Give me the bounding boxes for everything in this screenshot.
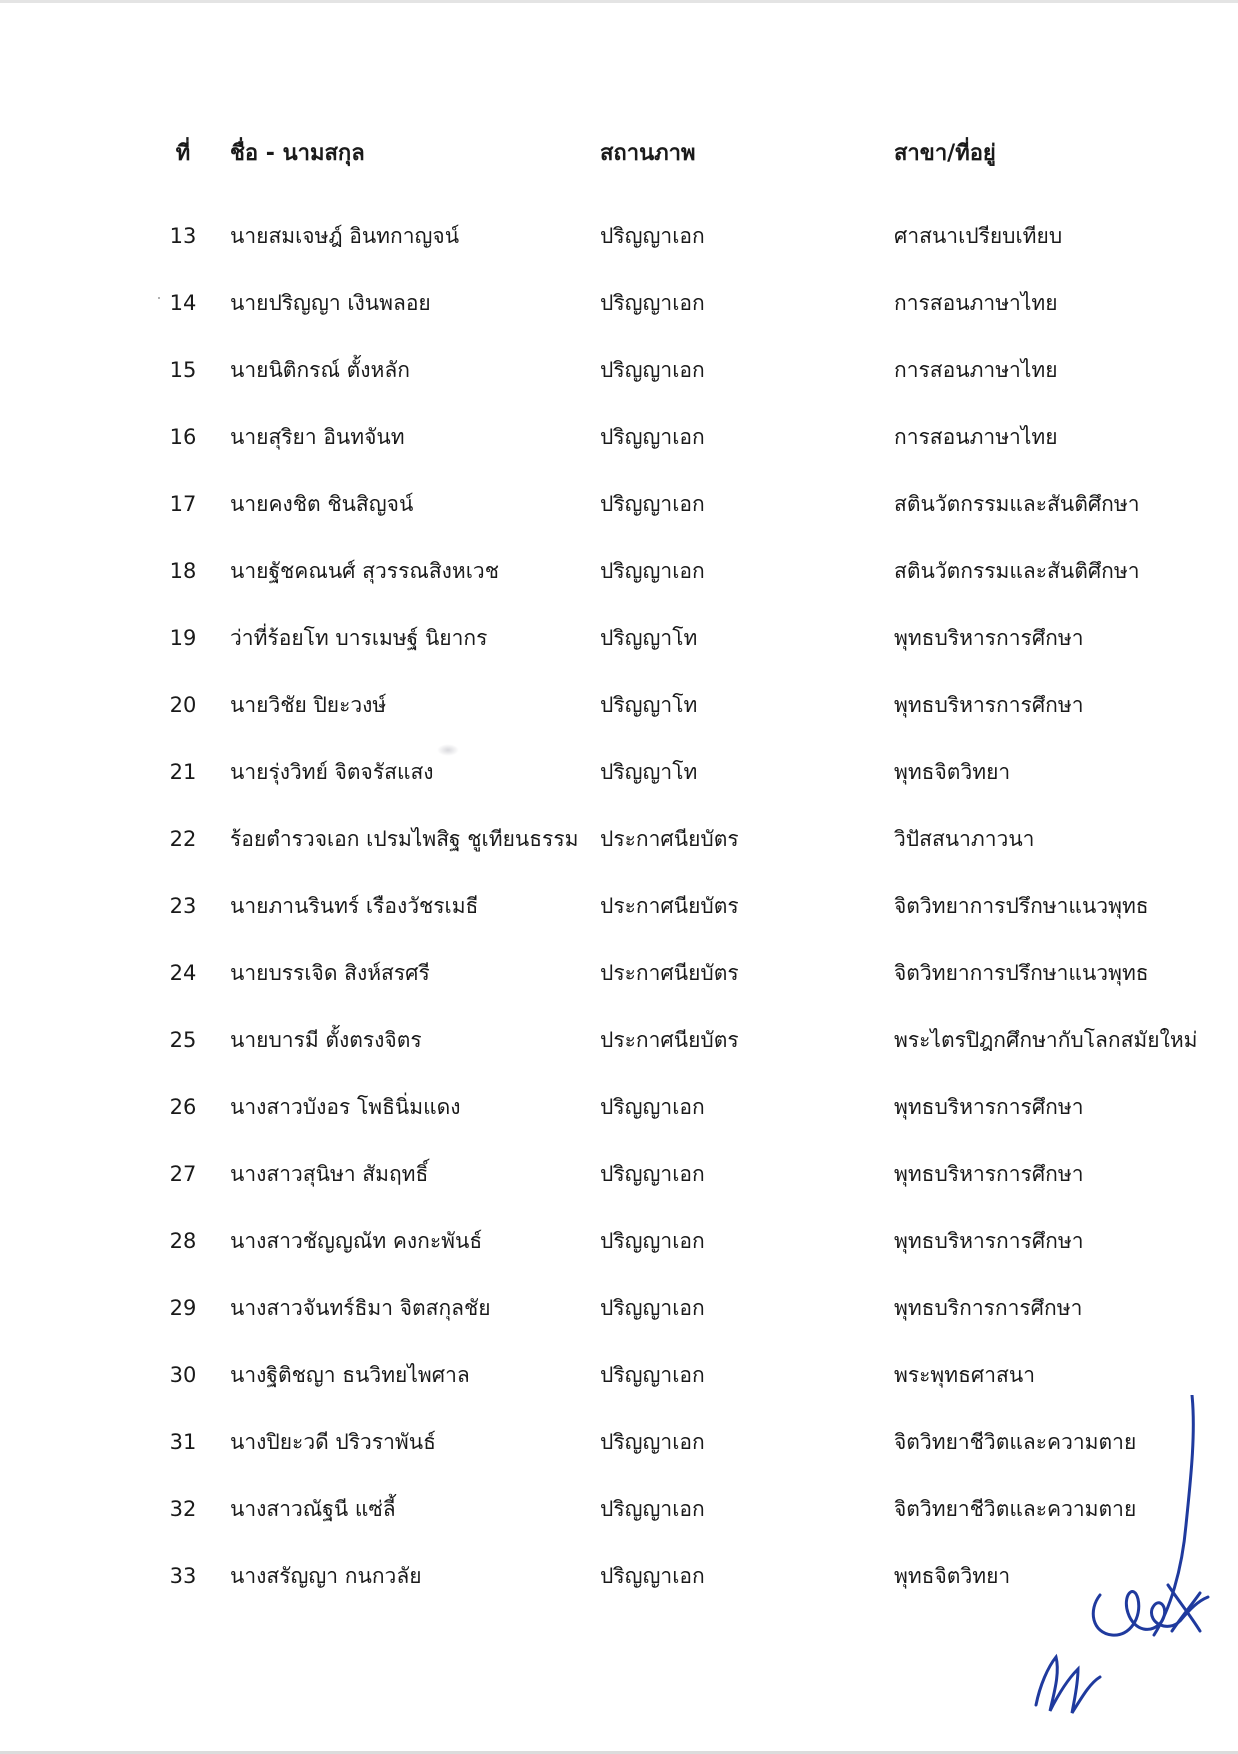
row-status: ปริญญาเอก xyxy=(600,1363,705,1387)
row-name: นายสุริยา อินทจันท xyxy=(230,425,405,449)
table-row xyxy=(0,417,1238,457)
row-branch: การสอนภาษาไทย xyxy=(894,358,1058,382)
row-branch: การสอนภาษาไทย xyxy=(894,291,1058,315)
table-row xyxy=(0,819,1238,859)
row-number: 13 xyxy=(169,224,197,248)
row-branch: พุทธบริหารการศึกษา xyxy=(894,693,1084,717)
row-branch: การสอนภาษาไทย xyxy=(894,425,1058,449)
row-branch: พุทธบริหารการศึกษา xyxy=(894,1095,1084,1119)
row-number: 20 xyxy=(169,693,197,717)
row-number: 15 xyxy=(169,358,197,382)
row-name: นางปิยะวดี ปริวราพันธ์ xyxy=(230,1430,436,1454)
row-name: นางสาวจันทร์ธิมา จิตสกุลชัย xyxy=(230,1296,491,1320)
table-row xyxy=(0,1221,1238,1261)
row-name: นางสาวสุนิษา สัมฤทธิ์ xyxy=(230,1162,429,1186)
row-branch: พุทธจิตวิทยา xyxy=(894,1564,1011,1588)
row-number: 21 xyxy=(169,760,197,784)
row-number: 26 xyxy=(169,1095,197,1119)
row-branch: พุทธจิตวิทยา xyxy=(894,760,1011,784)
row-status: ปริญญาเอก xyxy=(600,492,705,516)
row-name: นายภานรินทร์ เรืองวัชรเมธี xyxy=(230,894,479,918)
row-branch: จิตวิทยาการปรึกษาแนวพุทธ xyxy=(894,961,1149,985)
row-status: ปริญญาเอก xyxy=(600,425,705,449)
row-status: ปริญญาเอก xyxy=(600,1497,705,1521)
table-header xyxy=(0,134,1238,174)
header-branch: สาขา/ที่อยู่ xyxy=(894,141,996,166)
table-row xyxy=(0,1020,1238,1060)
row-branch: พุทธบริหารการศึกษา xyxy=(894,1162,1084,1186)
row-name: นางสาวณัฐนี แซ่ลี้ xyxy=(230,1497,396,1521)
row-number: 29 xyxy=(169,1296,197,1320)
row-status: ปริญญาโท xyxy=(600,626,698,650)
table-row xyxy=(0,886,1238,926)
table-row xyxy=(0,484,1238,524)
row-branch: สตินวัตกรรมและสันติศึกษา xyxy=(894,492,1140,516)
row-status: ปริญญาเอก xyxy=(600,358,705,382)
handwritten-signature xyxy=(1030,1395,1230,1715)
header-name: ชื่อ - นามสกุล xyxy=(230,141,365,166)
table-row xyxy=(0,752,1238,792)
row-status: ปริญญาโท xyxy=(600,693,698,717)
row-name: นางสาวบังอร โพธินิ่มแดง xyxy=(230,1095,461,1119)
row-number: 22 xyxy=(169,827,197,851)
row-number: 32 xyxy=(169,1497,197,1521)
row-name: นายบรรเจิด สิงห์สรศรี xyxy=(230,961,430,985)
row-status: ปริญญาเอก xyxy=(600,291,705,315)
table-row xyxy=(0,1355,1238,1395)
table-row xyxy=(0,953,1238,993)
row-branch: พระไตรปิฎกศึกษากับโลกสมัยใหม่ xyxy=(894,1028,1198,1052)
table-row xyxy=(0,551,1238,591)
row-branch: จิตวิทยาชีวิตและความตาย xyxy=(894,1430,1137,1454)
row-name: ว่าที่ร้อยโท บารเมษฐ์ นิยากร xyxy=(230,626,488,650)
signature-stroke xyxy=(1093,1592,1208,1636)
table-row xyxy=(0,216,1238,256)
scan-top-edge xyxy=(0,0,1238,3)
row-branch: พุทธบริหารการศึกษา xyxy=(894,1229,1084,1253)
row-name: นางฐิติชญา ธนวิทยไพศาล xyxy=(230,1363,470,1387)
table-row xyxy=(0,1154,1238,1194)
row-number: 24 xyxy=(169,961,197,985)
row-branch: ศาสนาเปรียบเทียบ xyxy=(894,224,1063,248)
row-name: นายวิชัย ปิยะวงษ์ xyxy=(230,693,387,717)
row-status: ปริญญาเอก xyxy=(600,1564,705,1588)
row-status: ปริญญาเอก xyxy=(600,1229,705,1253)
row-number: 19 xyxy=(169,626,197,650)
signature-stroke xyxy=(1154,1395,1193,1635)
table-row xyxy=(0,283,1238,323)
row-status: ประกาศนียบัตร xyxy=(600,894,739,918)
row-name: นางสาวชัญญณัท คงกะพันธ์ xyxy=(230,1229,483,1253)
row-branch: วิปัสสนาภาวนา xyxy=(894,827,1035,851)
table-row xyxy=(0,1288,1238,1328)
row-status: ปริญญาเอก xyxy=(600,1095,705,1119)
row-status: ประกาศนียบัตร xyxy=(600,961,739,985)
row-name: ร้อยตำรวจเอก เปรมไพสิฐ ชูเทียนธรรม xyxy=(230,827,579,851)
row-number: 33 xyxy=(169,1564,197,1588)
row-status: ปริญญาโท xyxy=(600,760,698,784)
row-number: 23 xyxy=(169,894,197,918)
row-status: ประกาศนียบัตร xyxy=(600,1028,739,1052)
row-branch: สตินวัตกรรมและสันติศึกษา xyxy=(894,559,1140,583)
row-number: 28 xyxy=(169,1229,197,1253)
row-number: 16 xyxy=(169,425,197,449)
row-status: ปริญญาเอก xyxy=(600,1296,705,1320)
row-status: ปริญญาเอก xyxy=(600,1430,705,1454)
row-branch: พุทธบริหารการศึกษา xyxy=(894,626,1084,650)
row-name: นายฐัชคณนศ์ สุวรรณสิงหเวช xyxy=(230,559,499,583)
row-status: ปริญญาเอก xyxy=(600,559,705,583)
row-name: นายนิติกรณ์ ตั้งหลัก xyxy=(230,358,410,382)
row-branch: พุทธบริการการศึกษา xyxy=(894,1296,1083,1320)
table-row xyxy=(0,350,1238,390)
row-status: ปริญญาเอก xyxy=(600,1162,705,1186)
row-name: นายบารมี ตั้งตรงจิตร xyxy=(230,1028,422,1052)
signature-stroke xyxy=(1036,1657,1100,1713)
table-row xyxy=(0,685,1238,725)
row-number: 25 xyxy=(169,1028,197,1052)
header-status: สถานภาพ xyxy=(600,141,696,166)
row-number: 31 xyxy=(169,1430,197,1454)
row-name: นายรุ่งวิทย์ จิตจรัสแสง xyxy=(230,760,434,784)
row-branch: จิตวิทยาชีวิตและความตาย xyxy=(894,1497,1137,1521)
row-branch: จิตวิทยาการปรึกษาแนวพุทธ xyxy=(894,894,1149,918)
row-number: 14 xyxy=(169,291,197,315)
row-branch: พระพุทธศาสนา xyxy=(894,1363,1035,1387)
row-name: นายคงชิต ชินสิญจน์ xyxy=(230,492,414,516)
row-number: 18 xyxy=(169,559,197,583)
table-row xyxy=(0,1087,1238,1127)
row-number: 27 xyxy=(169,1162,197,1186)
row-number: 30 xyxy=(169,1363,197,1387)
row-name: นายสมเจษฎ์ อินทกาญจน์ xyxy=(230,224,460,248)
row-name: นายปริญญา เงินพลอย xyxy=(230,291,431,315)
row-name: นางสรัญญา กนกวลัย xyxy=(230,1564,422,1588)
header-no: ที่ xyxy=(175,141,191,166)
table-row xyxy=(0,618,1238,658)
row-number: 17 xyxy=(169,492,197,516)
row-status: ปริญญาเอก xyxy=(600,224,705,248)
row-status: ประกาศนียบัตร xyxy=(600,827,739,851)
